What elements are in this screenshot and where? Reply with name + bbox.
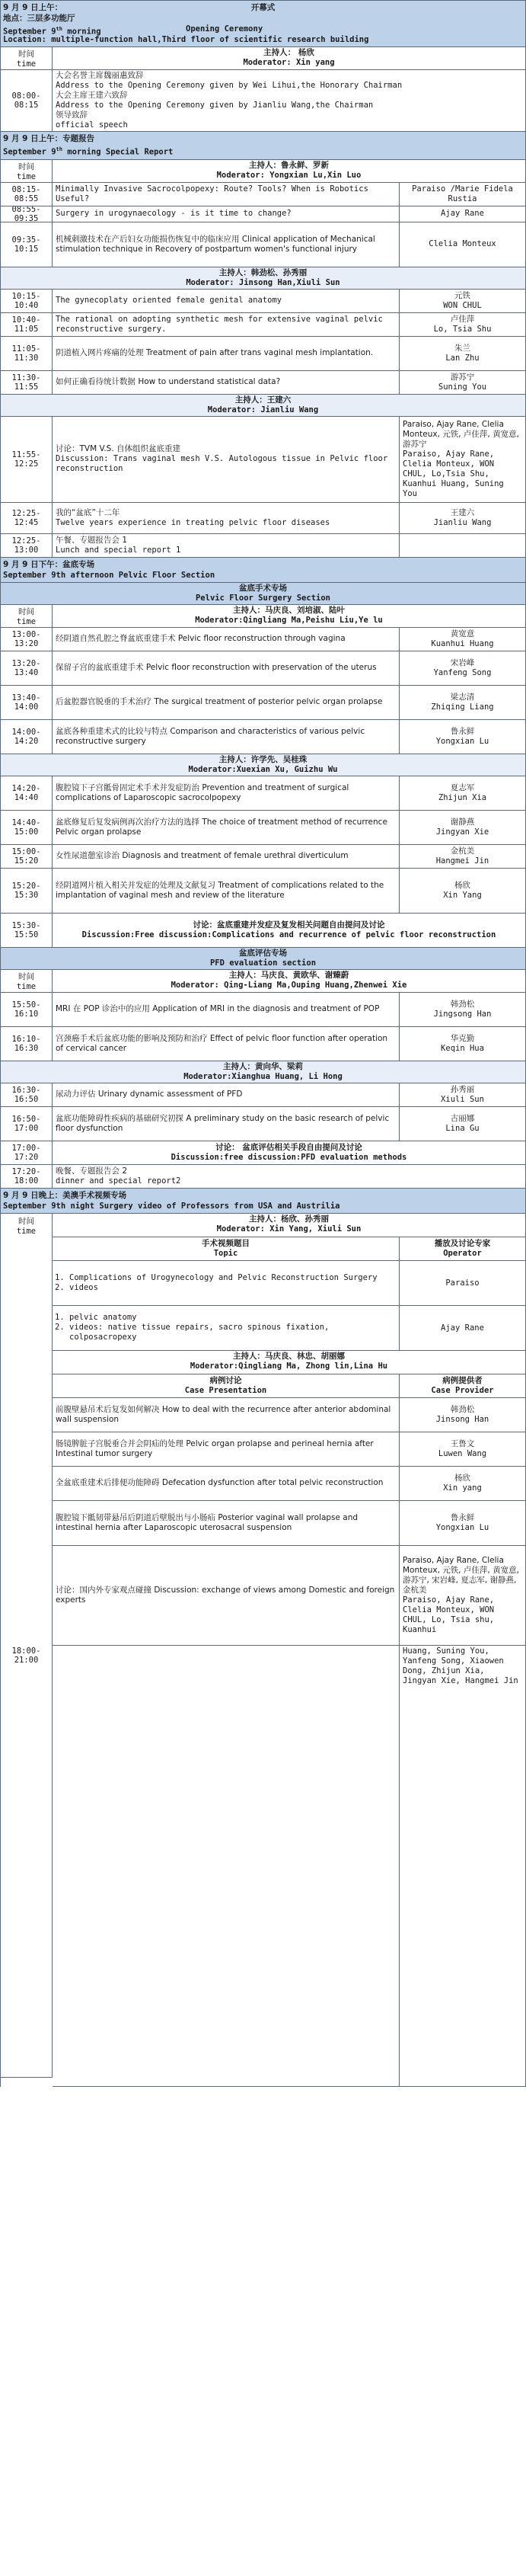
talk-row: 12:25-12:45 我的“盆底”十二年 Twelve years experience in treating pelvic floor diseases 王建六 Jianliu Wang	[1, 503, 525, 534]
case-discussion-row: 讨论：国内外专家观点碰撞 Discussion: exchange of views among Domestic and foreign experts Paraiso, Ajay Rane, Clelia Monteux, 元铁, 卢佳萍, 黄宽意, 游苏宁, 宋岩峰, 夏志军, 谢静燕, 金杭美 Paraiso, Ajay Rane, Clelia Monteux, WON CHUL, Lo, Tsia shu, Kuanhui	[53, 1546, 525, 1646]
talk-row: 10:40-11:05 The rational on adopting synthetic mesh for extensive vaginal pelvic reconstructive surgery. 卢佳萍 Lo, Tsia Shu	[1, 313, 525, 337]
evaluation-moderator-2: 主持人：黄向华、梁莉 Moderator:Xianghua Huang, Li Hong	[1, 1061, 525, 1083]
section-location-cn: 地点：三层多功能厅	[3, 14, 75, 23]
case-row: 肠镜脾脏子宫脱垂合并会阴疝的处理 Pelvic organ prolapse and perineal hernia after Intestinal tumor surgery 王鲁文 Luwen Wang	[53, 1432, 525, 1467]
case-continued-row: Huang, Suning You, Yanfeng Song, Xiaowen Dong, Zhijun Xia, Jingyan Xie, Hangmei Jin	[53, 1646, 525, 2087]
talk-row: 14:20-14:40 腹腔镜下子宫骶骨固定术手术并发症防治 Prevention and treatment of surgical complications of Laparoscopic sacrocolpopexy 夏志军 Zhijun Xia	[1, 776, 525, 811]
talk-row: 13:40-14:00 后盆腔器官脱垂的手术治疗 The surgical treatment of posterior pelvic organ prolapse 梁志清 Zhiqing Liang	[1, 686, 525, 720]
talk-row: 15:20-15:30 经阴道网片植入相关并发症的处理及文献复习 Treatment of complications related to the implantation of vaginal mesh and review of the literature 杨欣 Xin Yang	[1, 869, 525, 914]
case-row: 全盆底重建术后排便功能障碍 Defecation dysfunction after total pelvic reconstruction 杨欣 Xin yang	[53, 1467, 525, 1501]
dinner-row: 17:20-18:00 晚餐、专题报告会 2 dinner and special report2	[1, 1165, 525, 1189]
video-row: 1. pelvic anatomy 2. videos: native tissue repairs, sacro spinous fixation, colposacropexy Ajay Rane	[53, 1306, 525, 1351]
talk-row: 15:50-16:10 MRI 在 POP 诊治中的应用 Application of MRI in the diagnosis and treatment of POP 韩劲松 Jingsong Han	[1, 993, 525, 1027]
section-video-header: 9 月 9 日晚上：美澳手术视频专场 September 9th night Surgery video of Professors from USA and Austrilia	[1, 1189, 525, 1214]
section-title-cn: 开幕式	[250, 3, 276, 12]
case-row: 腹腔镜下骶韧带悬吊后阴道后壁脱出与小肠疝 Posterior vaginal wall prolapse and intestinal hernia after Laparoscopic uterosacral suspension 鲁永鲜 Yongxian Lu	[53, 1501, 525, 1546]
talk-row: 15:00-15:20 女性尿道憩室诊治 Diagnosis and treatment of female urethral diverticulum 金杭美 Hangmei Jin	[1, 845, 525, 869]
special-moderator-1: 时间 time 主持人：鲁永鲜、罗新 Moderator: Yongxian Lu,Xin Luo	[1, 160, 525, 183]
section-location-en: Location: multiple-function hall,Third floor of scientific research building	[3, 35, 369, 44]
talk-row: 16:30-16:50 尿动力评估 Urinary dynamic assessment of PFD 孙秀丽 Xiuli Sun	[1, 1083, 525, 1107]
talk-row: 11:30-11:55 如何正确看待统计数据 How to understand statistical data? 游苏宁 Suning You	[1, 371, 525, 395]
special-moderator-3: 主持人：王建六 Moderator: Jianliu Wang	[1, 395, 525, 417]
evaluation-moderator-row: 时间 time 主持人：马庆良、黄欧华、谢臻蔚 Moderator: Qing-Liang Ma,Ouping Huang,Zhenwei Xie	[1, 970, 525, 993]
talk-row: 10:15-10:40 The gynecoplaty oriented female genital anatomy 元铁 WON CHUL	[1, 290, 525, 313]
discussion-row: 11:55-12:25 讨论：TVM V.S. 自体组织盆底重建 Discussion: Trans vaginal mesh V.S. Autologous tissue in Pelvic floor reconstruction Paraiso, Ajay Rane, Clelia Monteux, 元铁, 卢佳萍, 黄宽意, 游苏宁 Paraiso, Ajay Rane, Clelia Monteux, WON CHUL, Lo,Tsia Shu, Kuanhui Huang, Suning You	[1, 417, 525, 503]
talk-row: 08:15-08:55 Minimally Invasive Sacrocolpopexy: Route? Tools? When is Robotics Useful? Paraiso /Marie Fidela Rustia	[1, 183, 525, 206]
case-row: 前腹壁悬吊术后复发如何解决 How to deal with the recurrence after anterior abdominal wall suspension 韩劲松 Jinsong Han	[53, 1398, 525, 1432]
talk-row: 14:00-14:20 盆底各种重建术式的比较与特点 Comparison and characteristics of various pelvic reconstructive surgery 鲁永鲜 Yongxian Lu	[1, 720, 525, 754]
lunch-row: 12:25-13:00 午餐、专题报告会 1 Lunch and special report 1	[1, 534, 525, 558]
talk-row: 08:55-09:35 Surgery in urogynaecology - is it time to change? Ajay Rane	[1, 206, 525, 222]
surgery-moderator-2: 主持人：许学先、吴桂珠 Moderator:Xuexian Xu, Guizhu Wu	[1, 754, 525, 776]
discussion-row: 17:00-17:20 讨论： 盆底评估相关手段自由提问及讨论 Discussion:free discussion:PFD evaluation methods	[1, 1141, 525, 1165]
section-special-report-header: 9 月 9 日上午：专题报告 September 9th morning Special Report	[1, 132, 525, 160]
video-row: 1. Complications of Urogynecology and Pelvic Reconstruction Surgery 2. videos Paraiso	[53, 1261, 525, 1306]
surgery-section-title: 盆底手术专场 Pelvic Floor Surgery Section	[1, 583, 525, 605]
special-moderator-2: 主持人：韩劲松、孙秀丽 Moderator: Jinsong Han,Xiuli Sun	[1, 267, 525, 290]
opening-moderator-row: 时间 time 主持人： 杨欣 Moderator: Xin yang	[1, 47, 525, 70]
talk-row: 16:50-17:00 盆底功能障碍性疾病的基础研究初探 A preliminary study on the basic research of pelvic floor dysfunction 古丽娜 Lina Gu	[1, 1107, 525, 1141]
opening-row: 08:00-08:15 大会名誉主席魏丽惠致辞 Address to the Opening Ceremony given by Wei Lihui,the Honorary Chairman 大会主席王建六致辞 Address to the Opening Ceremony given by Jianliu Wang,the Chairman 领导致辞 official speech	[1, 70, 525, 132]
discussion-row: 15:30-15:50 讨论：盆底重建并发症及复发相关问题自由提问及讨论 Discussion:Free discussion:Complications and recurrence of pelvic floor reconstruction	[1, 914, 525, 948]
surgery-moderator-row: 时间 time 主持人：马庆良、刘培淑、陆叶 Moderator:Qingliang Ma,Peishu Liu,Ye lu	[1, 605, 525, 628]
section-date-en: September 9th morning Opening Ceremony	[3, 24, 263, 37]
talk-row: 13:20-13:40 保留子宫的盆底重建手术 Pelvic floor reconstruction with preservation of the uterus 宋岩峰 Yanfeng Song	[1, 651, 525, 686]
evaluation-section-title: 盆底评估专场 PFD evaluation section	[1, 948, 525, 970]
talk-row: 14:40-15:00 盆底修复后复发病例再次治疗方法的选择 The choice of treatment method of recurrence Pelvic organ prolapse 谢静燕 Jingyan Xie	[1, 811, 525, 845]
talk-row: 16:10-16:30 宫颈癌手术后盆底功能的影响及预防和治疗 Effect of pelvic floor function after operation of cervical cancer 华克勤 Keqin Hua	[1, 1027, 525, 1061]
section-opening-header	[1, 1, 525, 47]
video-sessions: 时间 time 18:00-21:00 主持人：杨欣、孙秀丽 Moderator: Xin Yang, Xiuli Sun 手术视频题目 Topic 播放及讨论专家 Operator 1. Complications of Urogynecology and Pelvic Reconstruction Surgery 2. videos Paraiso 1. pelvic anatomy 2. videos: native tissue repairs, sacro spinous fixation, colposacropexy Ajay Rane 主持人：马庆良、林忠、胡丽娜 Moderator:Qingliang Ma, Zhong lin,Lina Hu 病例讨论 Case Presentation 病例提供者 Case Provider 前腹壁悬吊术后复发如何解决 How to deal with the recurrence after anterior abdominal wall suspension 韩劲松 Jinsong Han 肠镜脾脏子宫脱垂合并会阴疝的处理 Pelvic organ prolapse and perineal hernia after Intestinal tumor surgery 王鲁文 Luwen Wang 全盆底重建术后排便功能障碍 Defecation dysfunction after total pelvic reconstruction 杨欣 Xin yang 腹腔镜下骶韧带悬吊后阴道后壁脱出与小肠疝 Posterior vaginal wall prolapse and intestinal hernia after Laparoscopic uterosacral suspension 鲁永鲜 Yongxian Lu 讨论：国内外专家观点碰撞 Discussion: exchange of views among Domestic and foreign experts Paraiso, Ajay Rane, Clelia Monteux, 元铁, 卢佳萍, 黄宽意, 游苏宁, 宋岩峰, 夏志军, 谢静燕, 金杭美 Paraiso, Ajay Rane, Clelia Monteux, WON CHUL, Lo, Tsia shu, Kuanhui Huang, Suning You, Yanfeng Song, Xiaowen Dong, Zhijun Xia, Jingyan Xie, Hangmei Jin	[1, 1214, 525, 2087]
talk-row: 09:35-10:15 机械刺激技术在产后妇女功能损伤恢复中的临床应用 Clinical application of Mechanical stimulation technique in Recovery of postpartum women's functional injury Clelia Monteux	[1, 222, 525, 267]
talk-row: 13:00-13:20 经阴道自然孔腔之脊盆底重建手术 Pelvic floor reconstruction through vagina 黄宽意 Kuanhui Huang	[1, 628, 525, 651]
section-date-cn: 9 月 9 日上午：	[3, 3, 63, 12]
talk-row: 11:05-11:30 阴道植入网片疼痛的处理 Treatment of pain after trans vaginal mesh implantation. 朱兰 Lan Zhu	[1, 337, 525, 371]
section-pelvic-floor-header: 9 月 9 日下午：盆底专场 September 9th afternoon Pelvic Floor Section	[1, 558, 525, 583]
